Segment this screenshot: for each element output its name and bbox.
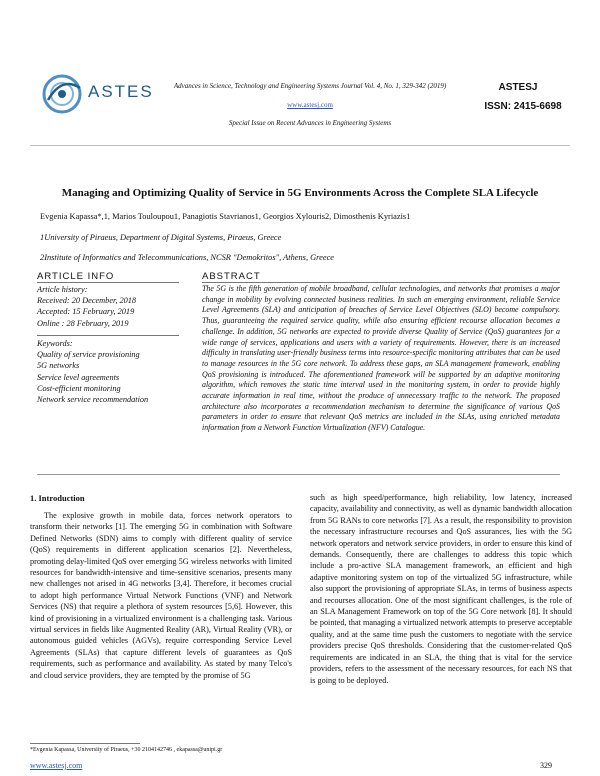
history-label: Article history: <box>37 285 88 294</box>
accepted-date: Accepted: 15 February, 2019 <box>37 307 135 317</box>
received-date: Received: 20 December, 2018 <box>37 296 137 306</box>
astes-logo-icon <box>40 70 88 118</box>
article-info-heading: ARTICLE INFO <box>37 271 115 282</box>
keyword: Service level agreements <box>37 372 120 382</box>
keyword: Cost-efficient monitoring <box>37 383 121 393</box>
keyword: 5G networks <box>37 361 80 371</box>
abstract-text: The 5G is the fifth generation of mobile broadband, cellular technologies, and networks that promises a major change in mobility by evolving connected business realities. In such an emerging environment, reliable Service Level Agreements (SLA) and anticipation of breaches of Service Level Objectives (SLO) become compulsory. Thus, guaranteeing the required service quality, while also ensuring efficient recourse allocation becomes a challenge. In addition, 5G networks are expected to provide diverse Quality of Service (QoS) guarantees for a wide range of services, applications and users with a variety of requirements. However, there is an increased difficulty in translating user-friendly business terms into resource-specific monitoring attributes that can be used to manage resources in the 5G core network. To address these gaps, an SLA management framework, enabling QoS provisioning is introduced. The aforementioned framework will be supported by an adaptive monitoring algorithm, which removes the static time interval used in the monitoring system, in order to provide highly accurate information in real time, without the produce of unnecessary traffic to the network. The proposed architecture also incorporates a recommendation mechanism to determine the significance of various QoS parameters in order to ensure that relevant QoS metrics are included in the SLAs, using enriched metadata information from a Network Function Virtualization (NFV) Catalogue. <box>202 284 560 433</box>
journal-brand: ASTESJ <box>498 82 538 93</box>
journal-citation: Advances in Science, Technology and Engineering Systems Journal Vol. 4, No. 1, 329-342 (2019) <box>173 82 447 90</box>
keywords-label: Keywords: <box>37 339 73 348</box>
keyword: Network service recommendation <box>37 395 149 405</box>
intro-column-1: The explosive growth in mobile data, forces network operators to transform their networks [1]. The emerging 5G in combination with Software Defined Networks (SDN) aims to comply with different quality of service (QoS) requirements in different application scenarios [2]. Nevertheless, promoting delay-limited QoS over emerging 5G wireless networks with limited resources for bandwidth-intensive and time-sensitive scenarios, presents many new challenges not arised in 4G networks [3,4]. Therefore, it becomes crucial to adopt high performance Virtual Network Functions (VNF) and Network Services (NS) that require a plethora of system resources [5,6]. However, this kind of provisioning in a virtualized environment is a challenging task. Various virtual services in fields like Augmented Reality (AR), Virtual Reality (VR), or autonomous guided vehicles (AGVs), require corresponding Service Level Agreements (SLAs) that capture different levels of guarantees as QoS requirements, such as performance and availability. As stated by many Telco's and cloud service providers, they are tempted by the promise of 5G <box>30 511 292 680</box>
logo-text: ASTES <box>88 82 154 101</box>
intro-column-2: such as high speed/performance, high reliability, low latency, increased capacity, availability and connectivity, as well as dynamic bandwidth allocation from 5G RANs to core networks [7]. As a result, the responsibility to provision the necessary infrastructure recourses and QoS assurances, lies with the 5G network operators and network service providers, in order to ensure this kind of demands. Consequently, there are challenges to address this topic which include a pro-active SLA management framework, an efficient and high adaptive monitoring system on top of the virtualized 5G infrastructure, while also support the provisioning of appropriate SLAs, in terms of business aspects and recourses allocation. One of the most significant challenges, is the role of an SLA Management Framework on top of the 5G Core network [8]. It should be pointed, that managing a virtualized network attempts to preserve acceptable quality, and at the same time push the customers to negotiate with the service providers precise QoS thresholds. Considering that the customer-related QoS requirements are indicated in an SLA, the thing that is vital for the service providers, refers to the assessment of the necessary resources, for each NS that is going to be deployed. <box>310 493 572 685</box>
header-divider <box>30 145 570 146</box>
keywords-rule <box>37 335 179 336</box>
affiliation-2: 2Institute of Informatics and Telecommunications, NCSR "Demokritos", Athens, Greece <box>40 253 334 262</box>
introduction-heading: 1. Introduction <box>30 493 85 503</box>
corresponding-author-footnote: *Evgenia Kapassa, University of Piraeus, +30 2104142746 , ekapassa@unipi.gr <box>30 747 223 753</box>
article-history <box>37 284 179 329</box>
journal-url-link[interactable]: www.astesj.com <box>287 101 333 109</box>
paper-title: Managing and Optimizing Quality of Service in 5G Environments Across the Complete SLA Lifecycle <box>61 187 539 199</box>
author-list: Evgenia Kapassa*,1, Marios Touloupou1, Panagiotis Stavrianos1, Georgios Xylouris2, Dimosthenis Kyriazis1 <box>40 212 411 221</box>
page-number: 329 <box>540 761 552 770</box>
abstract-rule <box>202 282 560 283</box>
abstract-bottom-rule <box>37 474 560 475</box>
abstract-heading: ABSTRACT <box>202 271 261 282</box>
issn: ISSN: 2415-6698 <box>484 101 562 112</box>
keyword: Quality of service provisioning <box>37 350 140 360</box>
online-date: Online : 28 February, 2019 <box>37 318 129 328</box>
affiliation-1: 1University of Piraeus, Department of Digital Systems, Piraeus, Greece <box>40 233 282 242</box>
footnote-rule <box>30 743 140 744</box>
article-info-rule <box>37 282 179 283</box>
footer-url-link[interactable]: www.astesj.com <box>30 761 83 770</box>
special-issue: Special Issue on Recent Advances in Engineering Systems <box>228 119 392 127</box>
keywords-list <box>37 338 179 405</box>
